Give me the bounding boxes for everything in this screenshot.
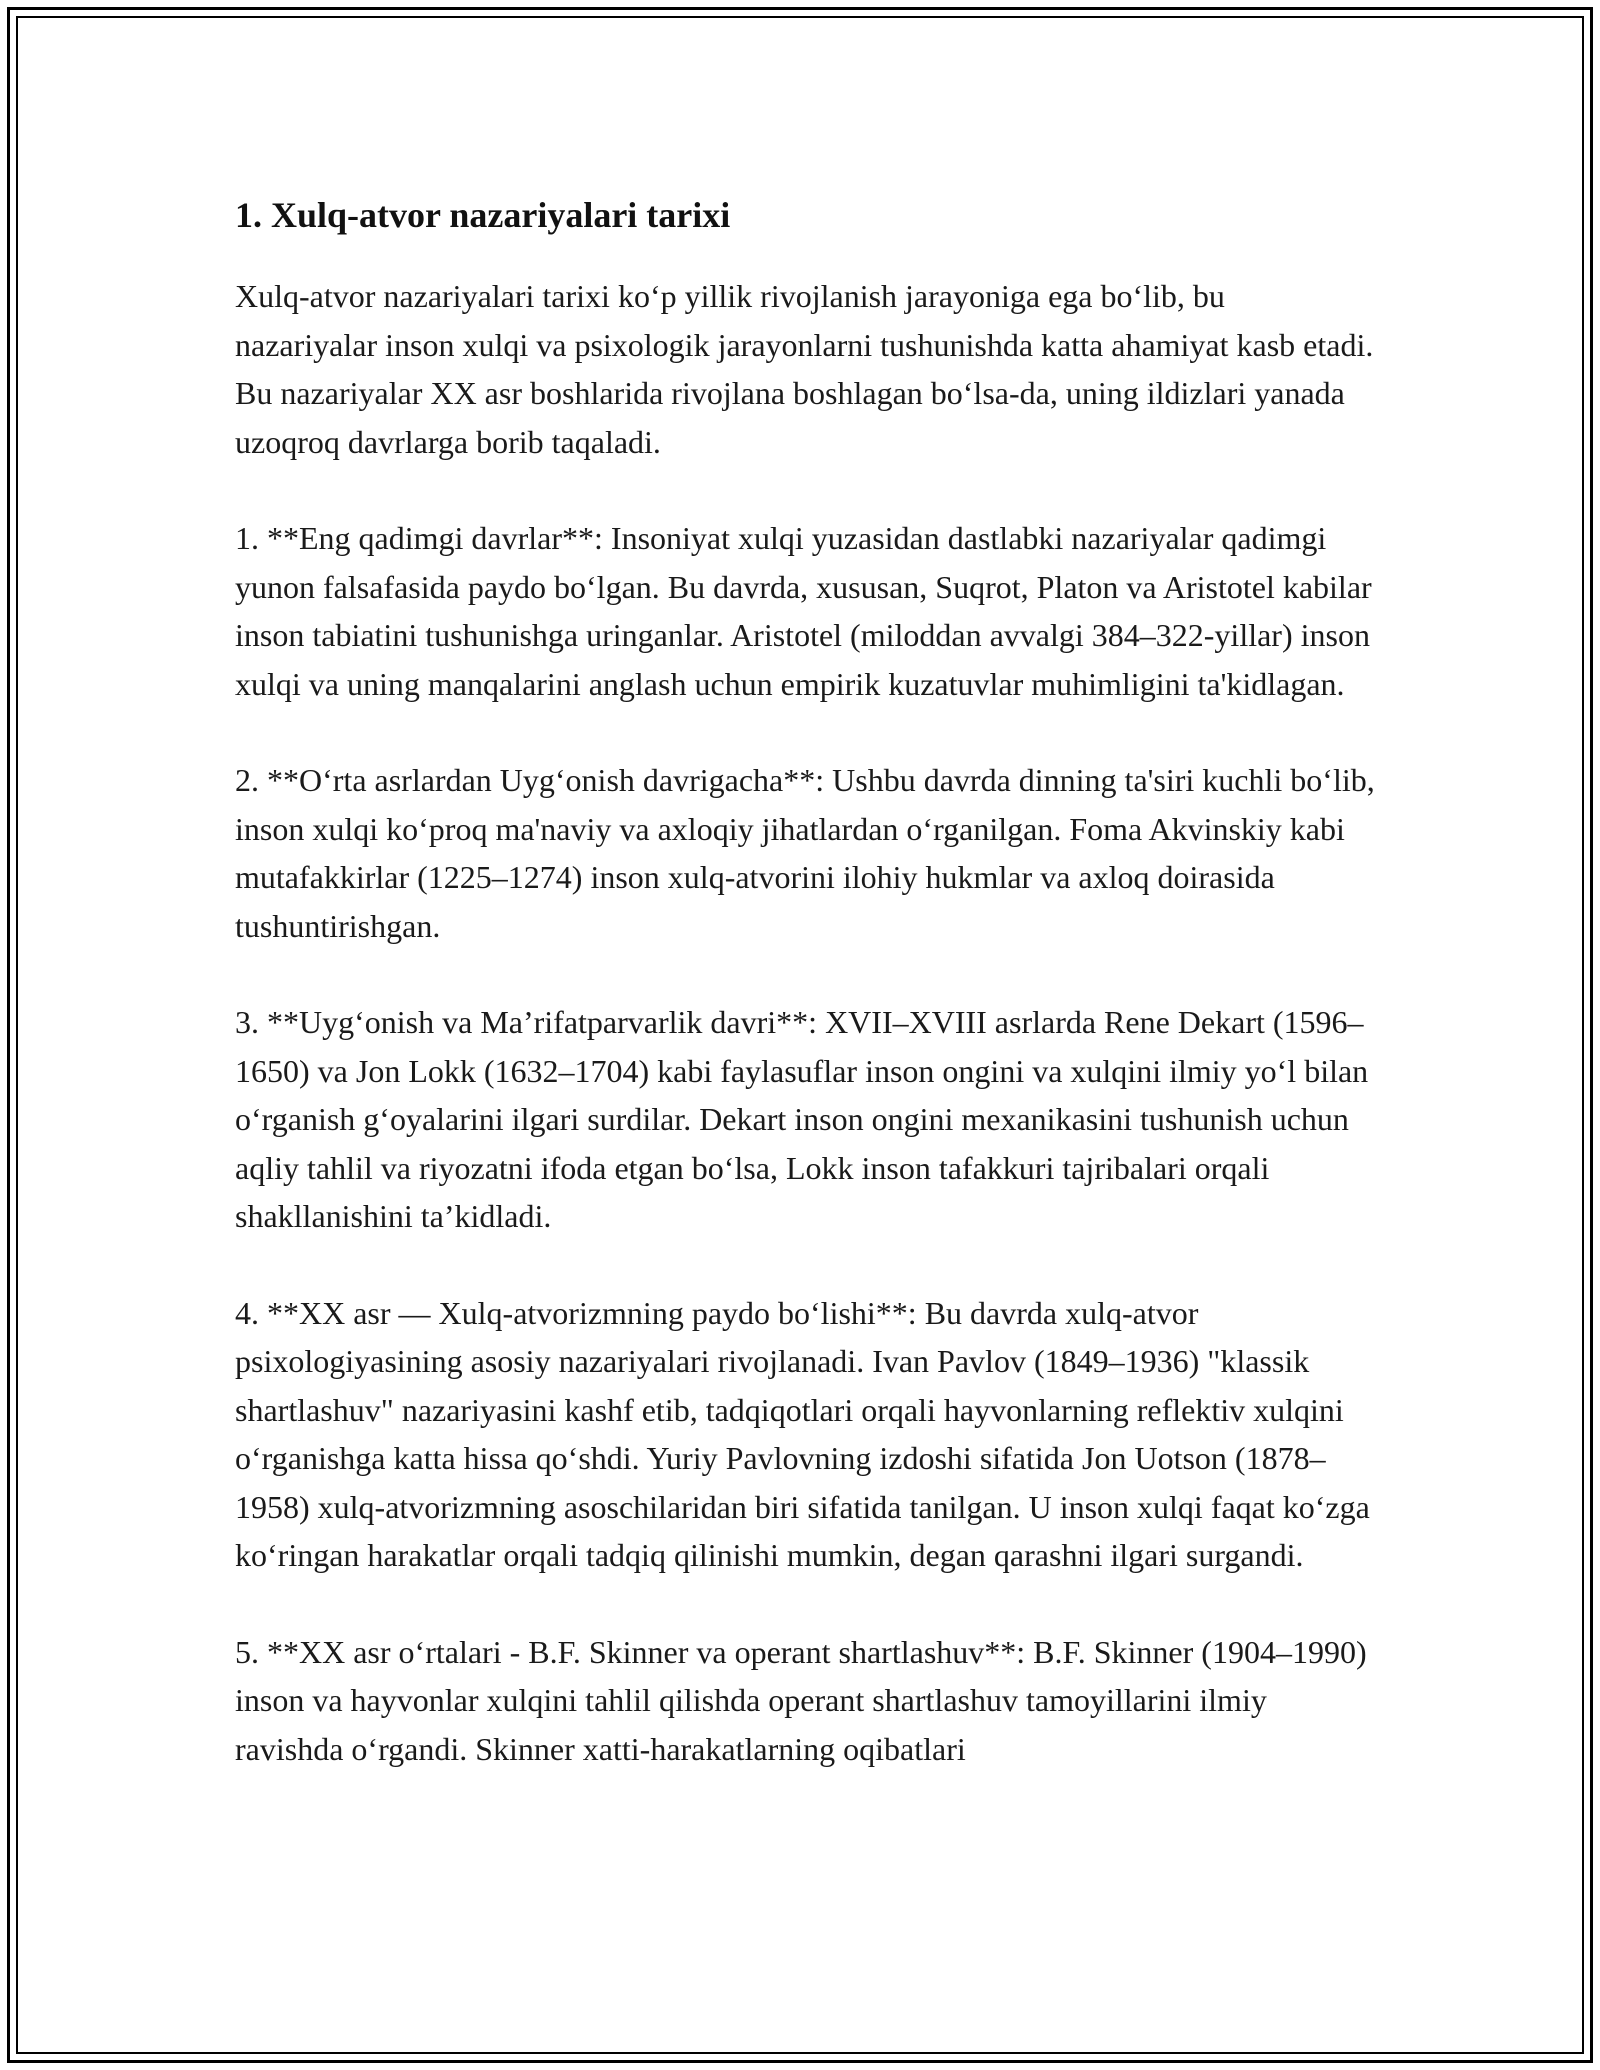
list-item-middle-ages: 2. **Oʻrta asrlardan Uygʻonish davrigacha**: Ushbu davrda dinning ta'siri kuchli boʻlib, inson xulqi koʻproq ma'naviy va axloqiy jihatlardan oʻrganilgan. Foma Akvinskiy kabi mutafakkirlar (1225–1274) inson xulq-atvorini ilohiy hukmlar va axloq doirasida tushuntirishgan. xyxy=(235,762,1375,944)
document-body xyxy=(235,188,1375,1821)
list-item-enlightenment: 3. **Uygʻonish va Ma’rifatparvarlik davri**: XVII–XVIII asrlarda Rene Dekart (1596–1650) va Jon Lokk (1632–1704) kabi faylasuflar inson ongini va xulqini ilmiy yoʻl bilan oʻrganish gʻoyalarini ilgari surdilar. Dekart inson ongini mexanikasini tushunish uchun aqliy tahlil va riyozatni ifoda etgan boʻlsa, Lokk inson tafakkuri tajribalari orqali shakllanishini ta’kidladi. xyxy=(235,1004,1369,1234)
intro-paragraph: Xulq-atvor nazariyalari tarixi koʻp yillik rivojlanish jarayoniga ega boʻlib, bu nazariyalar inson xulqi va psixologik jarayonlarni tushunishda katta ahamiyat kasb etadi. Bu nazariyalar XX asr boshlarida rivojlana boshlagan boʻlsa-da, uning ildizlari yanada uzoqroq davrlarga borib taqaladi. xyxy=(235,278,1374,460)
section-heading: 1. Xulq-atvor nazariyalari tarixi xyxy=(235,195,731,235)
list-item-behaviorism: 4. **XX asr — Xulq-atvorizmning paydo boʻlishi**: Bu davrda xulq-atvor psixologiyasining asosiy nazariyalari rivojlanadi. Ivan Pavlov (1849–1936) "klassik shartlashuv" nazariyasini kashf etib, tadqiqotlari orqali hayvonlarning reflektiv xulqini oʻrganishga katta hissa qoʻshdi. Yuriy Pavlovning izdoshi sifatida Jon Uotson (1878–1958) xulq-atvorizmning asoschilaridan biri sifatida tanilgan. U inson xulqi faqat koʻzga koʻringan harakatlar orqali tadqiq qilinishi mumkin, degan qarashni ilgari surgandi. xyxy=(235,1294,1370,1573)
list-item-skinner: 5. **XX asr oʻrtalari - B.F. Skinner va operant shartlashuv**: B.F. Skinner (1904–1990) inson va hayvonlar xulqini tahlil qilishda operant shartlashuv tamoyillarini ilmiy ravishda oʻrgandi. Skinner xatti-harakatlarning oqibatlari xyxy=(235,1633,1367,1767)
list-item-ancient-era: 1. **Eng qadimgi davrlar**: Insoniyat xulqi yuzasidan dastlabki nazariyalar qadimgi yunon falsafasida paydo boʻlgan. Bu davrda, xususan, Suqrot, Platon va Aristotel kabilar inson tabiatini tushunishga uringanlar. Aristotel (miloddan avvalgi 384–322-yillar) inson xulqi va uning manqalarini anglash uchun empirik kuzatuvlar muhimligini ta'kidlagan. xyxy=(235,520,1372,702)
